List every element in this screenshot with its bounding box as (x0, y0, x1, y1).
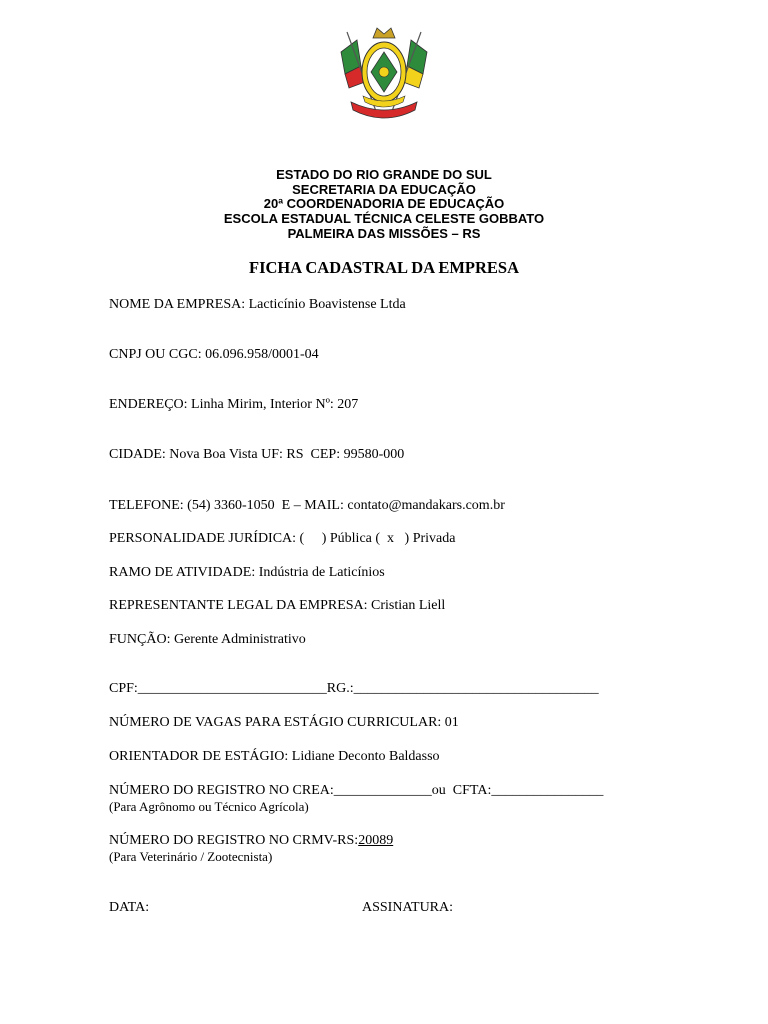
field-phone-email: TELEFONE: (54) 3360-1050 E – MAIL: contato@mandakars.com.br (109, 498, 505, 513)
field-cnpj: CNPJ OU CGC: 06.096.958/0001-04 (109, 347, 319, 362)
field-signature: ASSINATURA: (362, 900, 454, 915)
field-crea-cfta: NÚMERO DO REGISTRO NO CREA:______________ou CFTA:________________ (109, 783, 604, 798)
field-role: FUNÇÃO: Gerente Administrativo (109, 632, 306, 647)
header-city: PALMEIRA DAS MISSÕES – RS (287, 226, 481, 241)
field-address: ENDEREÇO: Linha Mirim, Interior Nº: 207 (109, 397, 359, 412)
rio-grande-do-sul-coat-of-arms (337, 22, 431, 122)
field-crmv-note: (Para Veterinário / Zootecnista) (109, 849, 273, 864)
header-state: ESTADO DO RIO GRANDE DO SUL (276, 167, 492, 182)
field-internship-vacancies: NÚMERO DE VAGAS PARA ESTÁGIO CURRICULAR: 01 (109, 715, 459, 730)
field-date: DATA: (109, 900, 150, 915)
crest-crown (373, 28, 395, 38)
header-coordination: 20ª COORDENADORIA DE EDUCAÇÃO (263, 196, 505, 211)
field-crea-note: (Para Agrônomo ou Técnico Agrícola) (109, 799, 309, 814)
header-secretariat: SECRETARIA DA EDUCAÇÃO (292, 182, 476, 197)
field-city: CIDADE: Nova Boa Vista UF: RS CEP: 99580-000 (109, 447, 405, 462)
form-title: FICHA CADASTRAL DA EMPRESA (249, 258, 519, 277)
field-supervisor: ORIENTADOR DE ESTÁGIO: Lidiane Deconto Baldasso (109, 749, 440, 764)
field-legal-personality: PERSONALIDADE JURÍDICA: ( ) Pública ( x ) Privada (109, 531, 456, 546)
field-crmv-label: NÚMERO DO REGISTRO NO CRMV-RS: (109, 833, 359, 848)
field-activity: RAMO DE ATIVIDADE: Indústria de Laticínios (109, 565, 385, 580)
field-crmv (109, 832, 393, 849)
field-company-name: NOME DA EMPRESA: Lacticínio Boavistense Ltda (109, 297, 406, 312)
field-legal-representative: REPRESENTANTE LEGAL DA EMPRESA: Cristian Liell (109, 598, 446, 613)
field-crmv-value: 20089 (358, 833, 394, 848)
header-school: ESCOLA ESTADUAL TÉCNICA CELESTE GOBBATO (223, 211, 545, 226)
field-cpf-rg: CPF:___________________________RG.:___________________________________ (109, 681, 599, 696)
